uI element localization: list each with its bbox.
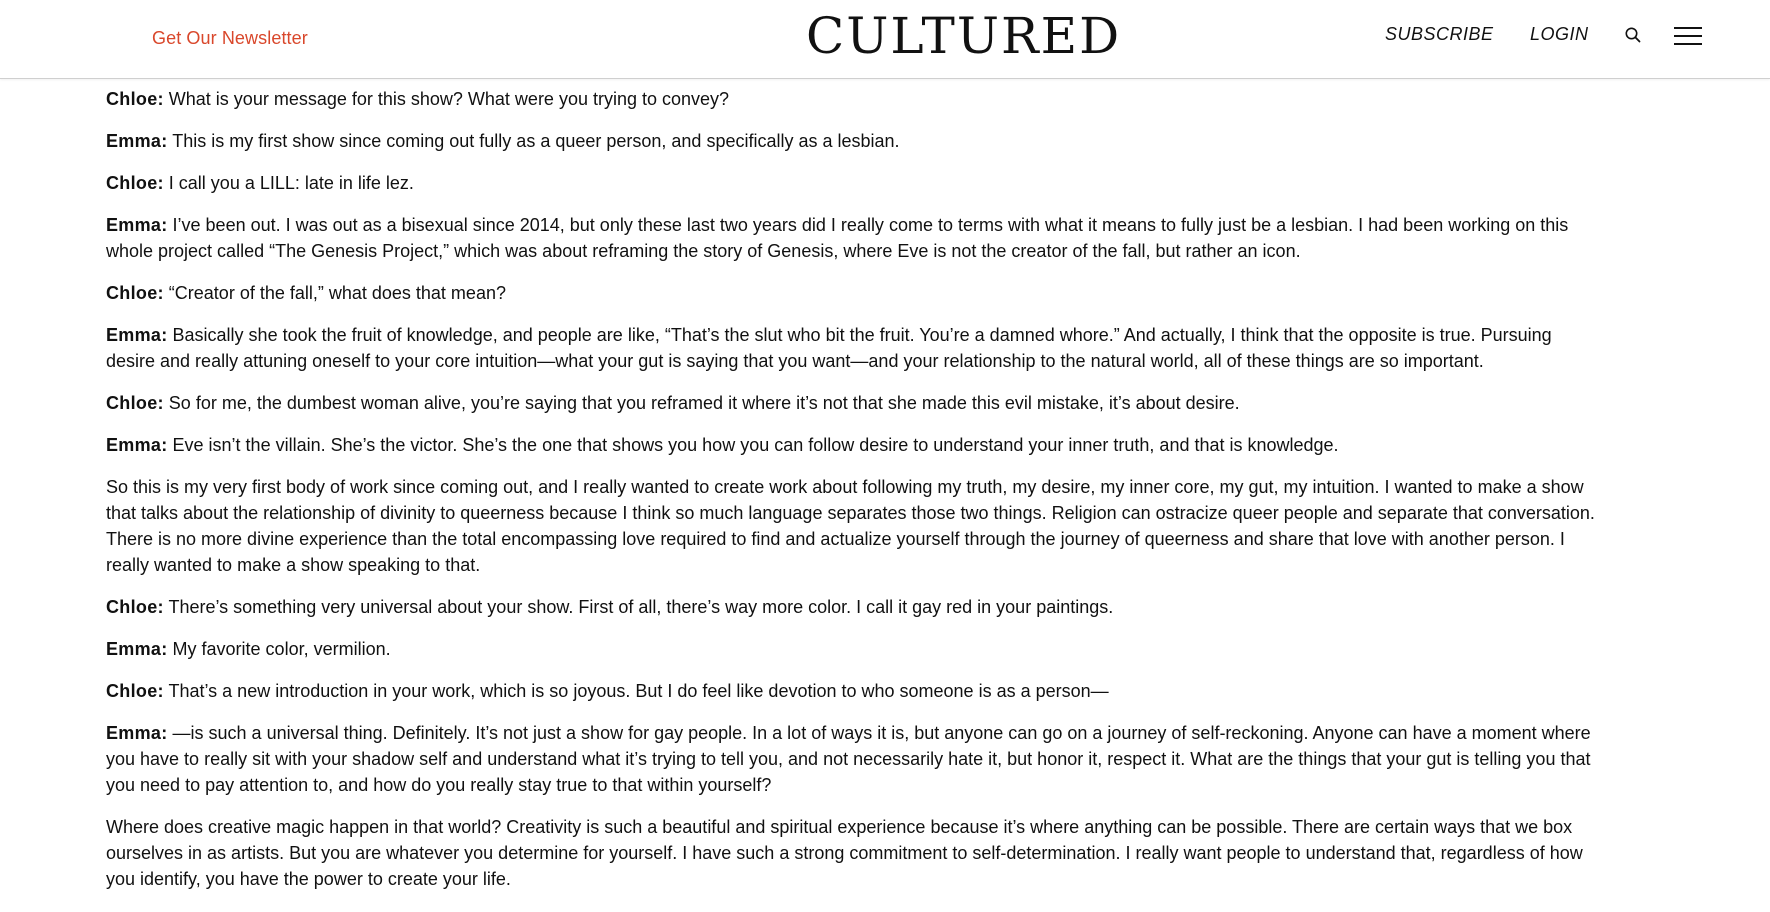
interview-paragraph: [106, 720, 1602, 798]
interview-paragraph: [106, 594, 1602, 620]
interview-paragraph: [106, 636, 1602, 662]
interview-paragraph: [106, 474, 1602, 578]
login-link[interactable]: LOGIN: [1530, 24, 1589, 44]
speaker-label: Chloe:: [106, 681, 164, 701]
subscribe-link[interactable]: SUBSCRIBE: [1385, 24, 1494, 44]
paragraph-text: Basically she took the fruit of knowledge, and people are like, “That’s the slut who bit the fruit. You’re a damned whore.” And actually, I think that the opposite is true. Pursuing desire and really attuning oneself to your core intuition—what your gut is saying that you want—and your relationship to the natural world, all of these things are so important.: [106, 325, 1552, 371]
search-icon[interactable]: [1624, 26, 1642, 44]
speaker-label: Chloe:: [106, 597, 164, 617]
paragraph-text: There’s something very universal about your show. First of all, there’s way more color. I call it gay red in your paintings.: [163, 597, 1114, 617]
interview-paragraph: [106, 86, 1602, 112]
paragraph-text: I call you a LILL: late in life lez.: [163, 173, 414, 193]
speaker-label: Emma:: [106, 325, 168, 345]
interview-paragraph: [106, 814, 1602, 892]
paragraph-text: I’ve been out. I was out as a bisexual since 2014, but only these last two years did I really come to terms with what it means to fully just be a lesbian. I had been working on this whole project called “The Genesis Project,” which was about reframing the story of Genesis, where Eve is not the creator of the fall, but rather an icon.: [106, 215, 1569, 261]
site-header: [0, 0, 1770, 79]
paragraph-text: Where does creative magic happen in that world? Creativity is such a beautiful and spiritual experience because it’s where anything can be possible. There are certain ways that we box ourselves in as artists. But you are whatever you determine for yourself. I have such a strong commitment to self-determination. I really want people to understand that, regardless of how you identify, you have the power to create your life.: [106, 817, 1583, 889]
paragraph-text: “Creator of the fall,” what does that mean?: [163, 283, 506, 303]
paragraph-text: That’s a new introduction in your work, which is so joyous. But I do feel like devotion to who someone is as a person—: [163, 681, 1109, 701]
newsletter-link[interactable]: Get Our Newsletter: [152, 28, 308, 48]
speaker-label: Chloe:: [106, 283, 164, 303]
paragraph-text: What is your message for this show? What were you trying to convey?: [163, 89, 730, 109]
interview-paragraph: [106, 390, 1602, 416]
speaker-label: Chloe:: [106, 393, 164, 413]
interview-paragraph: [106, 432, 1602, 458]
paragraph-text: This is my first show since coming out fully as a queer person, and specifically as a lesbian.: [167, 131, 900, 151]
speaker-label: Emma:: [106, 435, 168, 455]
interview-paragraph: [106, 170, 1602, 196]
site-logo[interactable]: CULTURED: [806, 7, 1122, 65]
interview-paragraph: [106, 280, 1602, 306]
paragraph-text: So for me, the dumbest woman alive, you’re saying that you reframed it where it’s not that she made this evil mistake, it’s about desire.: [163, 393, 1240, 413]
interview-paragraph: [106, 322, 1602, 374]
speaker-label: Emma:: [106, 639, 168, 659]
speaker-label: Chloe:: [106, 89, 164, 109]
article-body: [106, 78, 1602, 908]
interview-paragraph: [106, 678, 1602, 704]
speaker-label: Emma:: [106, 131, 168, 151]
paragraph-text: So this is my very first body of work since coming out, and I really wanted to create work about following my truth, my desire, my inner core, my gut, my intuition. I wanted to make a show that talks about the relationship of divinity to queerness because I think so much language separates those two things. Religion can ostracize queer people and separate that conversation. There is no more divine experience than the total encompassing love required to find and actualize yourself through the journey of queerness and share that love with another person. I really wanted to make a show speaking to that.: [106, 477, 1595, 575]
speaker-label: Emma:: [106, 215, 168, 235]
paragraph-text: —is such a universal thing. Definitely. It’s not just a show for gay people. In a lot of ways it is, but anyone can go on a journey of self-reckoning. Anyone can have a moment where you have to really sit with your shadow self and understand what it’s trying to tell you, and not necessarily hate it, but honor it, respect it. What are the things that your gut is telling you that you need to pay attention to, and how do you really stay true to that within yourself?: [106, 723, 1591, 795]
paragraph-text: My favorite color, vermilion.: [167, 639, 391, 659]
hamburger-menu-icon[interactable]: [1674, 25, 1702, 47]
interview-paragraph: [106, 212, 1602, 264]
interview-paragraph: [106, 128, 1602, 154]
speaker-label: Emma:: [106, 723, 168, 743]
speaker-label: Chloe:: [106, 173, 164, 193]
paragraph-text: Eve isn’t the villain. She’s the victor. She’s the one that shows you how you can follow desire to understand your inner truth, and that is knowledge.: [167, 435, 1339, 455]
